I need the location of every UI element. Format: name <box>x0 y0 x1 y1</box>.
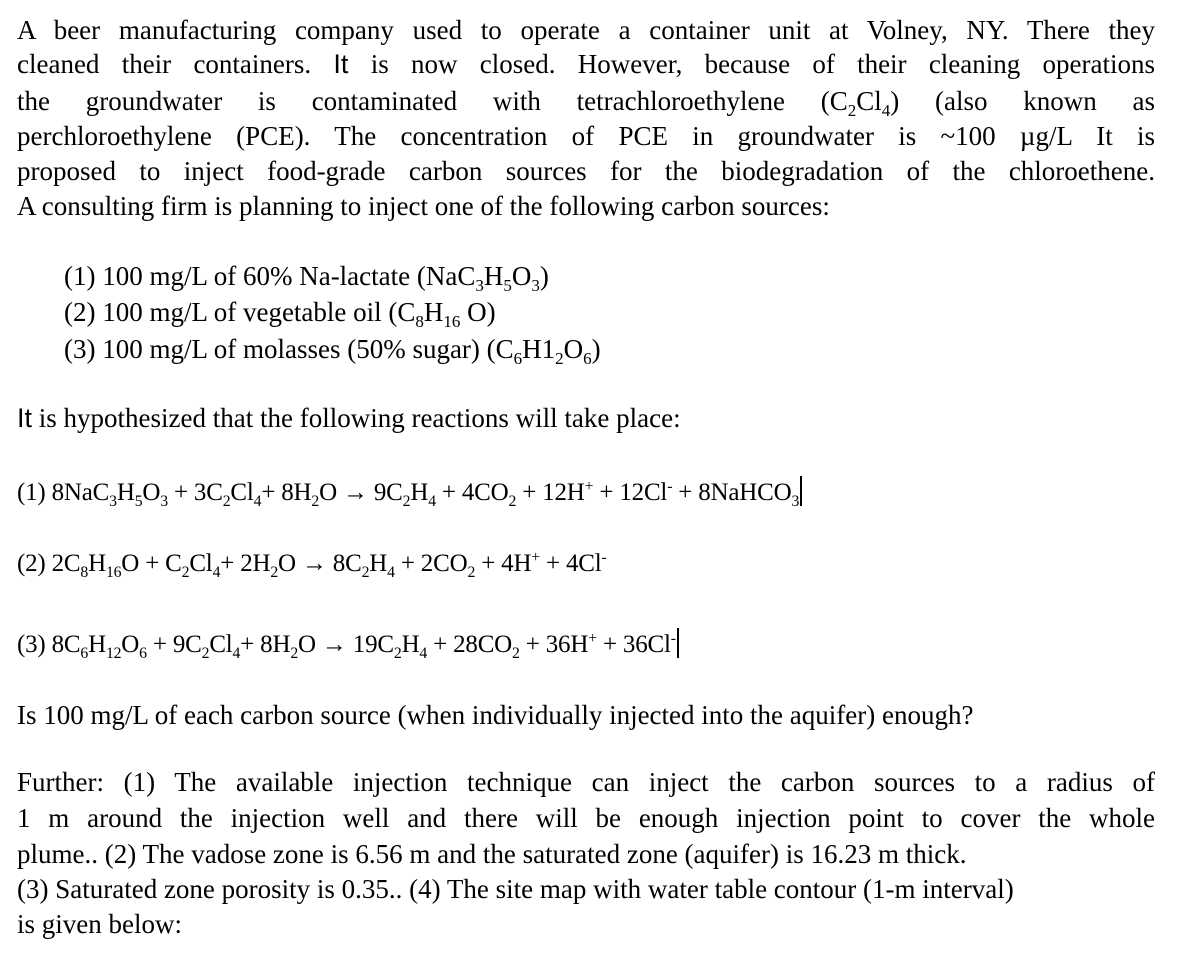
formula-text: + 4H <box>475 550 532 577</box>
subscript: 2 <box>290 644 299 662</box>
intro-line-5 <box>17 155 1155 187</box>
subscript: 4 <box>253 492 262 510</box>
formula-text: + 36H <box>519 631 589 658</box>
intro-line-6 <box>17 190 830 222</box>
intro-text: A consulting firm is planning to inject one of the following carbon sources: <box>17 191 830 221</box>
subscript: 3 <box>109 492 117 510</box>
subscript: 2 <box>508 492 517 510</box>
hypothesis-line <box>17 402 681 434</box>
further-text: is given below: <box>17 909 182 939</box>
question-line <box>17 699 973 731</box>
hypothesis-text: is hypothesized that the following reactions will take place: <box>32 403 681 433</box>
subscript: 2 <box>555 348 564 368</box>
reaction-1-formula <box>17 478 800 510</box>
subscript: 6 <box>80 644 89 662</box>
source-text: (2) 100 mg/L of vegetable oil (C <box>64 297 416 327</box>
subscript: 6 <box>583 348 592 368</box>
formula-text: + 9C <box>146 631 202 658</box>
source-text: (3) 100 mg/L of molasses (50% sugar) (C <box>64 334 514 364</box>
charge-superscript: - <box>670 630 676 648</box>
formula-text: (2) 2C <box>17 550 81 577</box>
subscript: 5 <box>503 275 512 295</box>
formula-text: + 12Cl <box>593 479 668 506</box>
formula-text: + 8H <box>261 479 312 506</box>
text-cursor <box>800 476 802 506</box>
formula-text: + 4CO <box>435 479 509 506</box>
text-cursor <box>677 628 679 658</box>
formula-text: (1) 8NaC <box>17 479 110 506</box>
subscript: 8 <box>415 311 424 331</box>
source-text: H1 <box>522 334 556 364</box>
reaction-1 <box>17 476 802 509</box>
subscript: 12 <box>105 644 122 662</box>
source-text: ) <box>591 334 601 364</box>
subscript: 6 <box>139 644 147 662</box>
formula-text: + 36Cl <box>596 631 671 658</box>
subscript: 4 <box>419 644 428 662</box>
formula-text: O → 8C <box>278 550 362 577</box>
subscript: 3 <box>791 492 800 510</box>
intro-text-sans: It <box>333 49 349 79</box>
formula-text: O → 9C <box>319 479 403 506</box>
source-text: H <box>483 261 504 291</box>
further-text: Further: (1) The available injection technique can inject the carbon sources to a radius of <box>17 767 1155 797</box>
intro-text: Cl <box>856 86 882 116</box>
further-text: (3) Saturated zone porosity is 0.35.. (4) The site map with water table contour (1-m interval) <box>17 874 1014 904</box>
formula-text: H <box>401 631 420 658</box>
intro-line-3 <box>17 85 1156 120</box>
question-text: Is 100 mg/L of each carbon source (when individually injected into the aquifer) enough? <box>17 700 974 730</box>
formula-text: H <box>369 550 388 577</box>
subscript: 4 <box>212 563 221 581</box>
formula-text: + 8H <box>240 631 291 658</box>
source-text: O <box>511 261 532 291</box>
formula-text: Cl <box>209 631 233 658</box>
intro-text: proposed to inject food-grade carbon sources for the biodegradation of the chloroethene. <box>17 156 1155 186</box>
reaction-3-formula <box>17 630 676 662</box>
formula-text: H <box>88 631 106 658</box>
source-item-2 <box>64 296 496 331</box>
subscript: 4 <box>428 492 436 510</box>
further-line-4 <box>17 873 1014 905</box>
subscript: 2 <box>402 492 411 510</box>
subscript: 4 <box>881 100 891 120</box>
formula-text: (3) 8C <box>17 631 81 658</box>
formula-text: + 2CO <box>394 550 468 577</box>
intro-text: is now closed. However, because of their cleaning operations <box>348 49 1155 79</box>
formula-text: O + C <box>121 550 182 577</box>
charge-superscript: - <box>667 478 673 496</box>
subscript: 3 <box>160 492 168 510</box>
further-text: 1 m around the injection well and there will be enough injection point to cover the whole <box>17 803 1155 833</box>
subscript: 3 <box>531 275 540 295</box>
subscript: 4 <box>387 563 395 581</box>
charge-superscript: - <box>601 549 607 567</box>
intro-line-2 <box>17 48 1155 80</box>
intro-text: ) (also known as <box>890 86 1156 116</box>
further-text: plume.. (2) The vadose zone is 6.56 m and the saturated zone (aquifer) is 16.23 m thick. <box>17 839 967 869</box>
subscript: 2 <box>311 492 320 510</box>
formula-text: H <box>410 479 429 506</box>
source-text: O) <box>460 297 496 327</box>
source-item-1 <box>64 260 549 295</box>
intro-text: the groundwater is contaminated with tetrachloroethylene (C <box>17 86 848 116</box>
subscript: 5 <box>134 492 143 510</box>
source-text: (1) 100 mg/L of 60% Na-lactate (NaC <box>64 261 476 291</box>
formula-text: O <box>121 631 140 658</box>
intro-text: perchloroethylene (PCE). The concentration of PCE in groundwater is ~100 µg/L It is <box>17 121 1155 151</box>
formula-text: + 8NaHCO <box>672 479 792 506</box>
charge-superscript: + <box>588 630 597 648</box>
formula-text: + 12H <box>516 479 585 506</box>
formula-text: O → 19C <box>298 631 394 658</box>
formula-text: H <box>116 479 135 506</box>
subscript: 6 <box>513 348 523 368</box>
formula-text: + 3C <box>167 479 223 506</box>
intro-text: cleaned their containers. <box>17 49 334 79</box>
source-text: H <box>423 297 444 327</box>
subscript: 2 <box>201 644 210 662</box>
subscript: 3 <box>475 275 484 295</box>
intro-text: A beer manufacturing company used to operate a container unit at Volney, NY. There they <box>17 15 1155 45</box>
formula-text: H <box>88 550 106 577</box>
charge-superscript: + <box>531 549 540 567</box>
formula-text: Cl <box>189 550 213 577</box>
further-line-2 <box>17 802 1155 834</box>
subscript: 16 <box>105 563 122 581</box>
formula-text: + 4Cl <box>539 550 602 577</box>
reaction-2-formula <box>17 549 607 581</box>
subscript: 2 <box>467 563 476 581</box>
reaction-2 <box>17 548 607 580</box>
subscript: 2 <box>181 563 190 581</box>
formula-text: O <box>142 479 161 506</box>
further-line-1 <box>17 766 1155 798</box>
intro-line-1 <box>17 14 1155 46</box>
subscript: 16 <box>443 311 461 331</box>
further-line-3 <box>17 838 966 870</box>
charge-superscript: + <box>584 478 594 496</box>
subscript: 2 <box>512 644 520 662</box>
source-text: ) <box>539 261 549 291</box>
reaction-3 <box>17 628 679 661</box>
subscript: 8 <box>80 563 89 581</box>
further-line-5 <box>17 908 182 940</box>
intro-line-4 <box>17 120 1155 152</box>
subscript: 2 <box>393 644 402 662</box>
formula-text: + 2H <box>220 550 271 577</box>
source-item-3 <box>64 333 601 368</box>
subscript: 2 <box>361 563 370 581</box>
subscript: 2 <box>847 100 857 120</box>
formula-text: Cl <box>230 479 254 506</box>
formula-text: + 28CO <box>427 631 513 658</box>
subscript: 4 <box>232 644 241 662</box>
subscript: 2 <box>270 563 279 581</box>
subscript: 2 <box>222 492 231 510</box>
source-text: O <box>563 334 584 364</box>
hypothesis-text-sans: It <box>17 403 33 433</box>
